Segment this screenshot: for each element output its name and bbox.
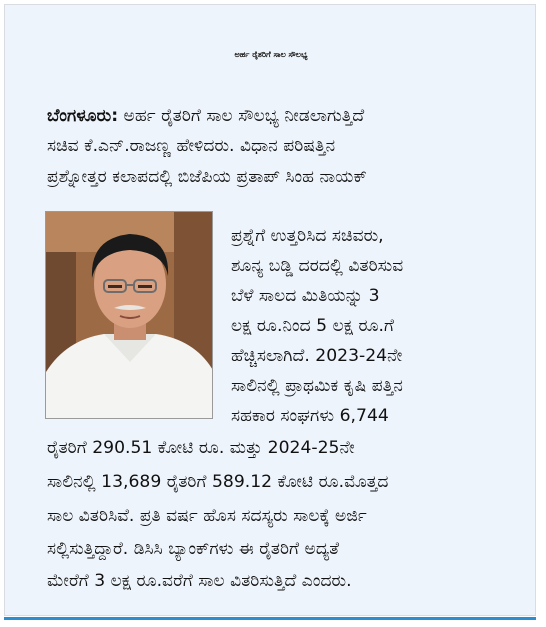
headline: ಅರ್ಹ ರೈತರಿಗೆ ಸಾಲ ಸೌಲಭ್ಯ xyxy=(234,50,308,59)
article-line-12: ಸಾಲಿನಲ್ಲಿ 13,689 ರೈತರಿಗೆ 589.12 ಕೋಟಿ ರೂ.ಮೊತ್ತದ xyxy=(47,472,389,492)
bottom-accent-rule xyxy=(4,617,536,620)
article-line-9: ಸಾಲಿನಲ್ಲಿ ಪ್ರಾಥಮಿಕ ಕೃಷಿ ಪತ್ತಿನ xyxy=(231,376,403,396)
article-line-8: ಹೆಚ್ಚಿಸಲಾಗಿದೆ. 2023-24ನೇ xyxy=(231,346,403,366)
article-line-10: ಸಹಕಾರ ಸಂಘಗಳು 6,744 xyxy=(231,406,389,426)
article-frame xyxy=(4,4,536,616)
article-line-1-text: ಅರ್ಹ ರೈತರಿಗೆ ಸಾಲ ಸೌಲಭ್ಯ ನೀಡಲಾಗುತ್ತಿದೆ xyxy=(123,106,365,126)
article-line-14: ಸಲ್ಲಿಸುತ್ತಿದ್ದಾರೆ. ಡಿಸಿಸಿ ಬ್ಯಾಂಕ್‌ಗಳು ಈ ರೈತರಿಗೆ ಅದ್ಯತೆ xyxy=(47,539,340,559)
article-line-4: ಪ್ರಶ್ನೆಗೆ ಉತ್ತರಿಸಿದ ಸಚಿವರು, xyxy=(231,226,384,246)
article-line-5: ಶೂನ್ಯ ಬಡ್ಡಿ ದರದಲ್ಲಿ ವಿತರಿಸುವ xyxy=(231,256,404,276)
article-line-15: ಮೇರೆಗೆ 3 ಲಕ್ಷ ರೂ.ವರೆಗೆ ಸಾಲ ವಿತರಿಸುತ್ತಿದೆ ಎಂದರು. xyxy=(47,571,352,591)
article-line-11: ರೈತರಿಗೆ 290.51 ಕೋಟಿ ರೂ. ಮತ್ತು 2024-25ನೇ xyxy=(47,438,355,458)
article-line-2: ಸಚಿವ ಕೆ.ಎನ್.ರಾಜಣ್ಣ ಹೇಳಿದರು. ವಿಧಾನ ಪರಿಷತ್ತಿನ xyxy=(47,136,336,156)
article-line-1 xyxy=(47,101,364,131)
article-line-13: ಸಾಲ ವಿತರಿಸಿವೆ. ಪ್ರತಿ ವರ್ಷ ಹೊಸ ಸದಸ್ಯರು ಸಾಲಕ್ಕೆ ಅರ್ಜಿ xyxy=(47,506,367,526)
minister-photo xyxy=(45,211,213,419)
article-line-7: ಲಕ್ಷ ರೂ.ನಿಂದ 5 ಲಕ್ಷ ರೂ.ಗೆ xyxy=(231,316,394,336)
article-line-6: ಬೆಳೆ ಸಾಲದ ಮಿತಿಯನ್ನು 3 xyxy=(231,286,380,306)
article-line-3: ಪ್ರಶ್ನೋತ್ತರ ಕಲಾಪದಲ್ಲಿ ಬಿಜೆಪಿಯ ಪ್ರತಾಪ್ ಸಿಂಹ ನಾಯಕ್ xyxy=(47,167,367,187)
dateline: ಬೆಂಗಳೂರು: xyxy=(47,106,119,126)
